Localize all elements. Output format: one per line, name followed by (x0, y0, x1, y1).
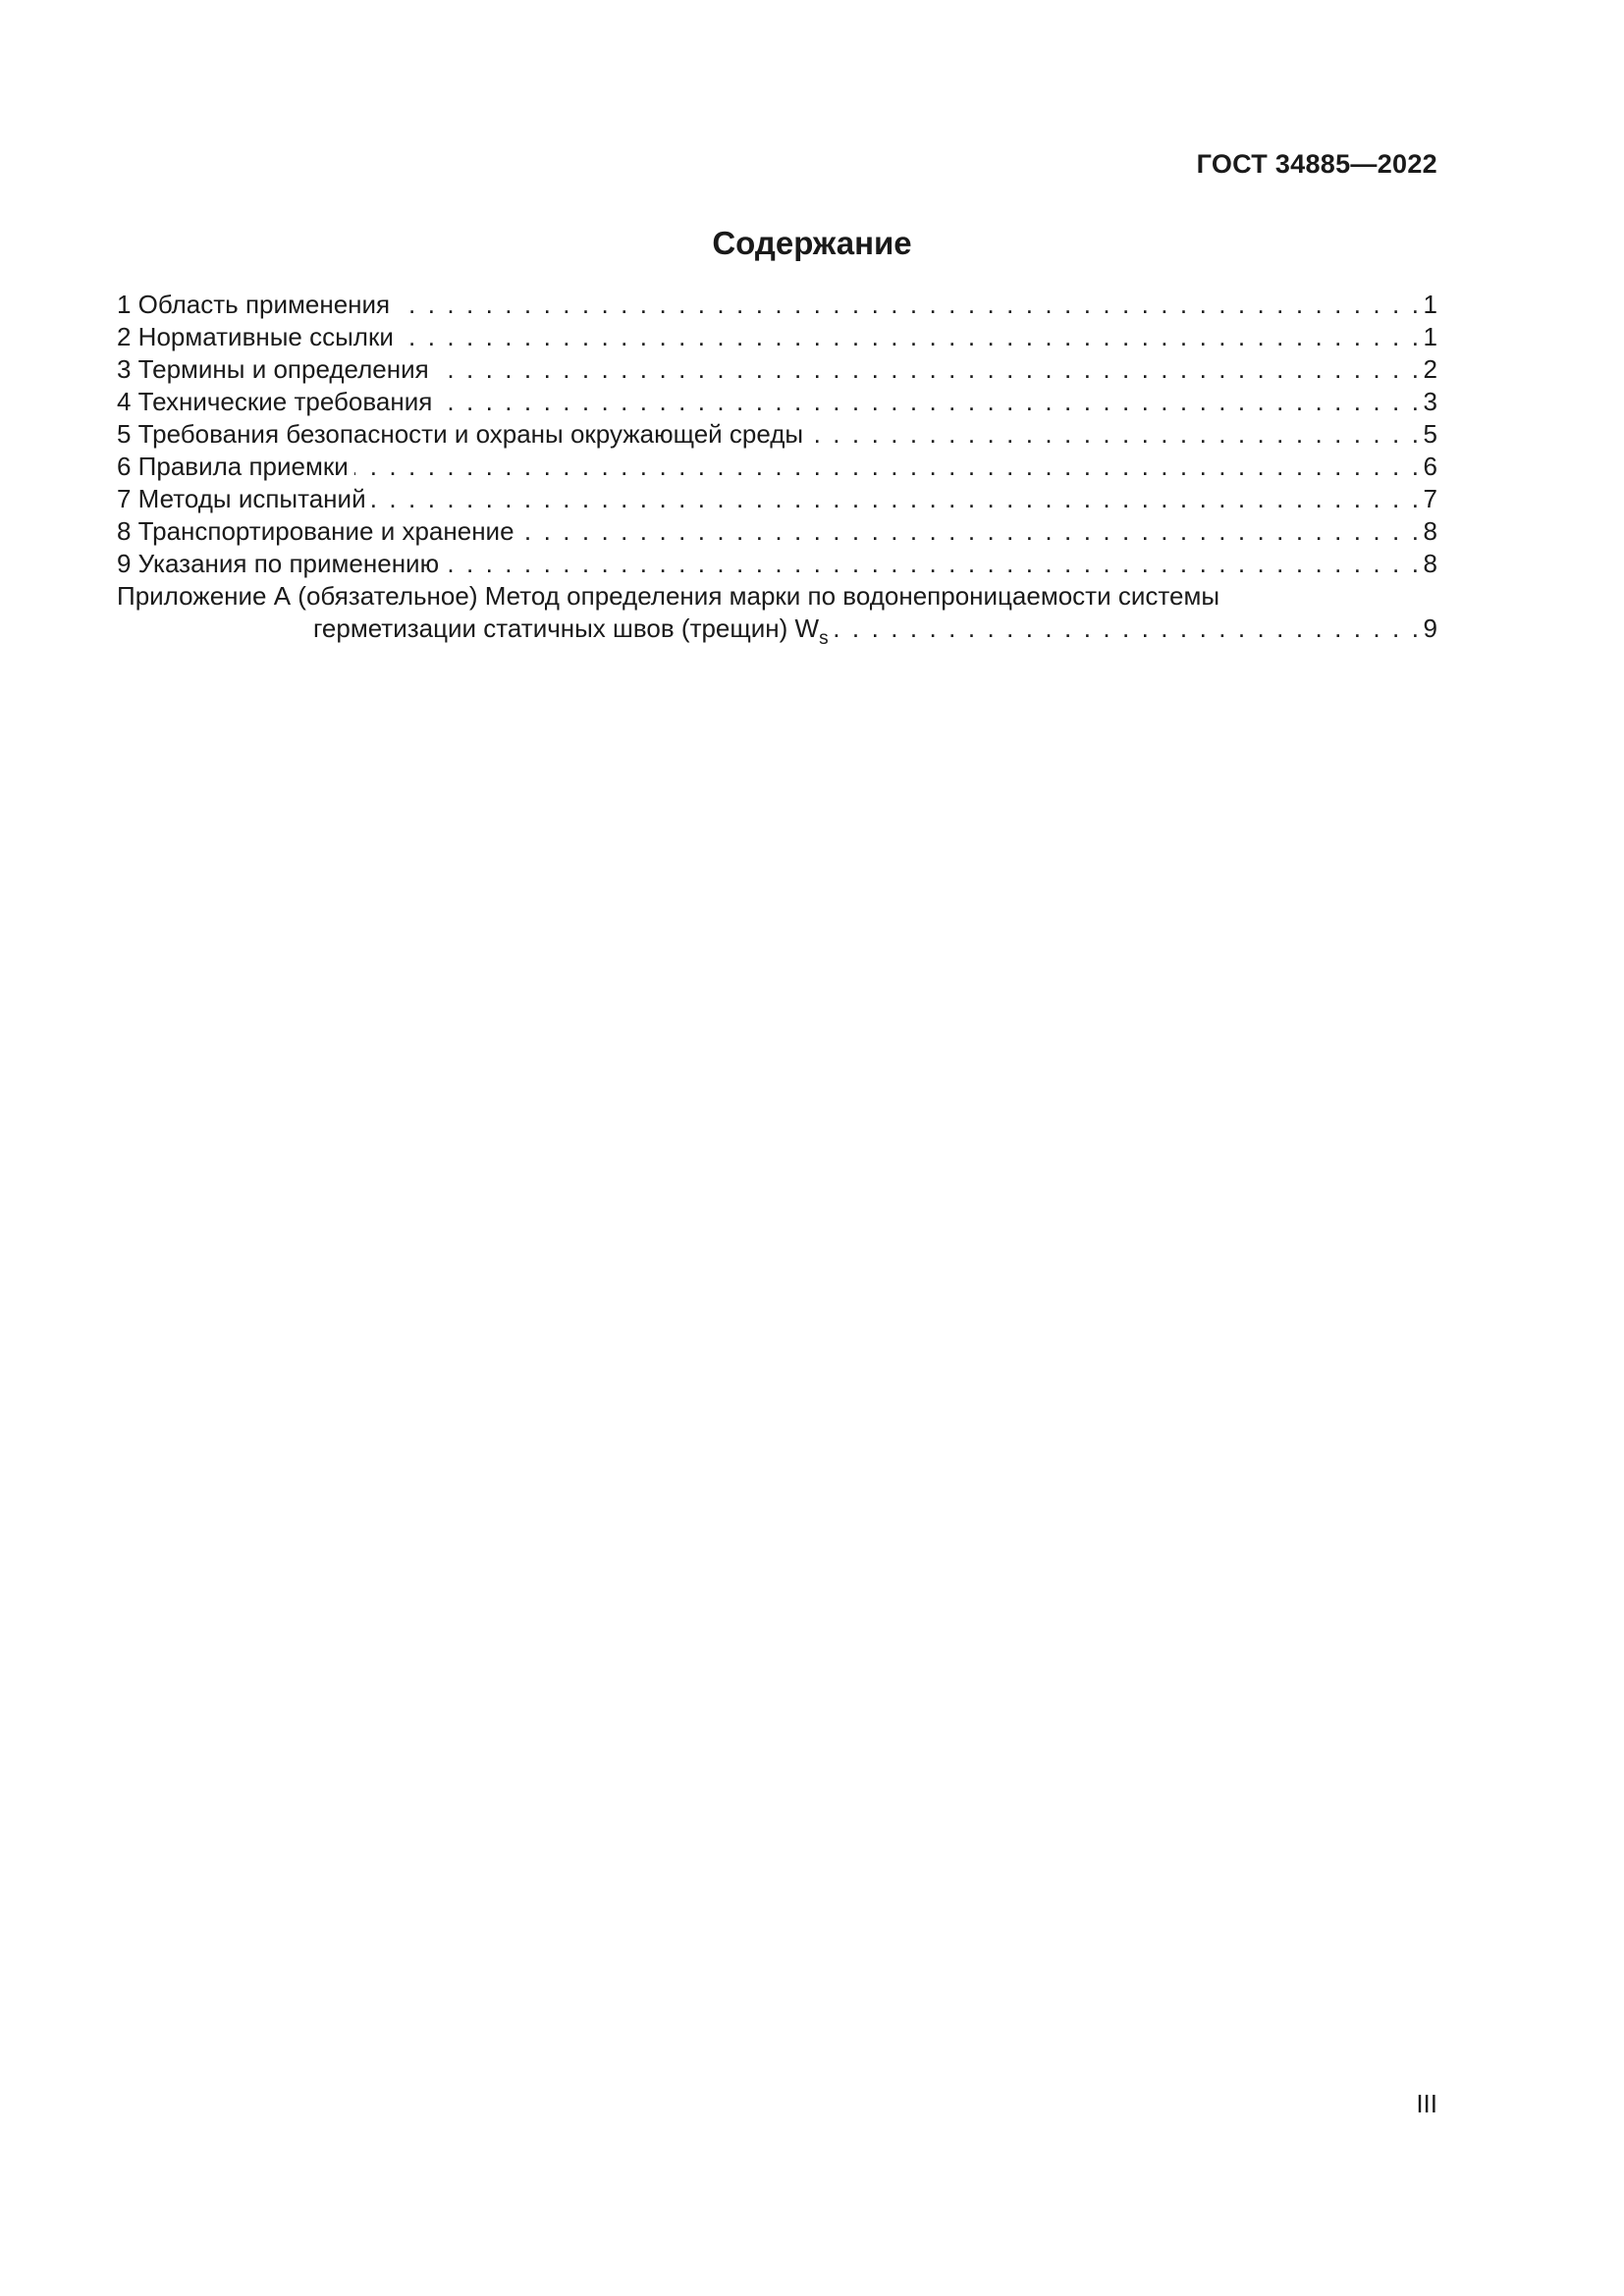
dot-leader (520, 515, 1422, 548)
toc-entry-page: 7 (1423, 484, 1437, 513)
toc-entry-9[interactable] (117, 548, 1437, 580)
table-of-contents (117, 289, 1437, 649)
toc-entry-1[interactable] (117, 289, 1437, 321)
toc-entry-5[interactable] (117, 418, 1437, 451)
annex-title-line-2 (313, 613, 829, 655)
toc-entry-label: 5 Требования безопасности и охраны окружающей среды (117, 419, 804, 449)
dot-leader (400, 321, 1422, 353)
dot-leader (835, 613, 1422, 645)
toc-entry-page: 5 (1423, 419, 1437, 449)
annex-title-line-2-text: герметизации статичных швов (трещин) W (313, 614, 820, 643)
toc-entry-page: 6 (1423, 452, 1437, 481)
document-code: ГОСТ 34885—2022 (1196, 149, 1437, 179)
dot-leader (354, 451, 1422, 483)
toc-entry-page: 3 (1423, 387, 1437, 416)
annex-subscript: s (819, 628, 829, 649)
toc-entry-4[interactable] (117, 386, 1437, 418)
dot-leader (435, 353, 1422, 386)
toc-entry-label: 8 Транспортирование и хранение (117, 516, 514, 546)
toc-entry-label: 9 Указания по применению (117, 549, 440, 578)
toc-entry-page: 1 (1423, 290, 1437, 319)
dot-leader (396, 289, 1421, 321)
toc-entry-8[interactable] (117, 515, 1437, 548)
annex-title-line-1: Приложение А (обязательное) Метод определения марки по водонепроницаемости системы (117, 581, 1220, 611)
toc-entry-page: 2 (1423, 354, 1437, 384)
toc-entry-annex-a[interactable] (117, 580, 1437, 649)
toc-entry-2[interactable] (117, 321, 1437, 353)
toc-entry-label: 2 Нормативные ссылки (117, 322, 394, 351)
toc-entry-label: 4 Технические требования (117, 387, 433, 416)
toc-entry-label: 6 Правила приемки (117, 452, 349, 481)
toc-entry-label: 3 Термины и определения (117, 354, 429, 384)
toc-entry-label: 7 Методы испытаний (117, 484, 366, 513)
dot-leader (809, 418, 1421, 451)
toc-entry-7[interactable] (117, 483, 1437, 515)
dot-leader (445, 548, 1421, 580)
toc-entry-page: 8 (1423, 516, 1437, 546)
toc-entry-page: 8 (1423, 549, 1437, 578)
annex-title-line-2-row (117, 613, 1437, 649)
toc-entry-3[interactable] (117, 353, 1437, 386)
toc-entry-page: 1 (1423, 322, 1437, 351)
page-title: Содержание (712, 225, 912, 261)
dot-leader (372, 483, 1422, 515)
toc-entry-page: 9 (1423, 614, 1437, 643)
page-number: III (1416, 2089, 1437, 2118)
toc-entry-label: 1 Область применения (117, 290, 391, 319)
dot-leader (438, 386, 1421, 418)
toc-entry-6[interactable] (117, 451, 1437, 483)
